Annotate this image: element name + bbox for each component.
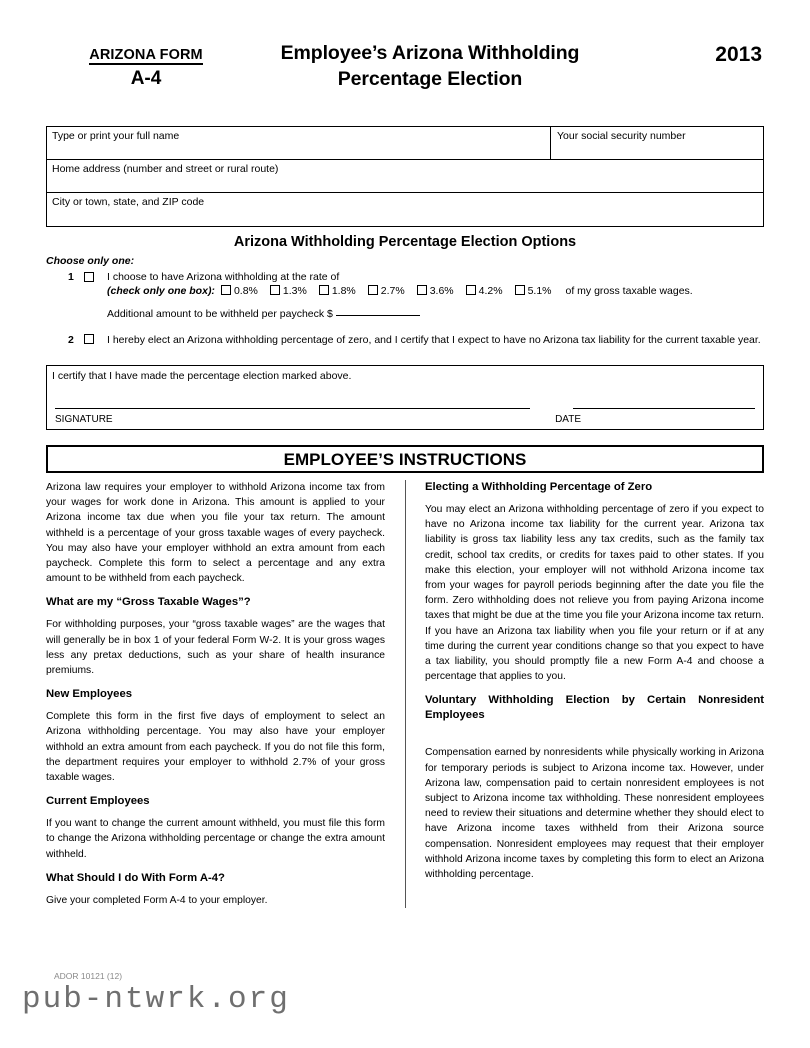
nonresident-heading: Voluntary Withholding Election by Certain Nonresident Employees [425, 694, 764, 722]
taxpayer-identity-block [46, 126, 764, 227]
percentage-checkbox-icon[interactable] [319, 285, 329, 295]
nonresident-paragraph: Compensation earned by nonresidents while physically working in Arizona for temporary periods is subject to Arizona income tax. However, under Arizona law, compensation paid to certain nonresident employees is not subject to Arizona income tax withholding. These nonresident employees need to review their situations and determine whether they should elect to have Arizona income taxes withheld from their Arizona source compensation. Nonresident employees may request that their employer withhold Arizona income taxes by completing this form to elect an Arizona withholding percentage. [425, 747, 764, 881]
percentage-checkbox-icon[interactable] [270, 285, 280, 295]
percentage-label: 4.2% [478, 285, 503, 297]
name-ssn-row [47, 127, 763, 160]
home-address-field[interactable] [47, 160, 763, 192]
check-only-one-box-label: (check only one box): [107, 285, 215, 297]
percentage-checkbox-icon[interactable] [221, 285, 231, 295]
instructions-columns [46, 480, 764, 910]
certification-text: I certify that I have made the percentage election marked above. [52, 370, 352, 382]
percentage-option-6[interactable] [515, 285, 552, 297]
percentage-checkbox-icon[interactable] [368, 285, 378, 295]
signature-input[interactable] [55, 408, 530, 409]
additional-amount-row [107, 305, 420, 320]
election-options-title: Arizona Withholding Percentage Election Options [233, 234, 577, 250]
percentage-checkbox-icon[interactable] [515, 285, 525, 295]
instructions-banner: EMPLOYEE’S INSTRUCTIONS [46, 445, 764, 473]
option-2-text: I hereby elect an Arizona withholding percentage of zero, and I certify that I expect to have no Arizona tax liability for the current taxable year. [107, 334, 761, 346]
page-title-line1: Employee’s Arizona Withholding [280, 42, 580, 64]
certification-block [46, 365, 764, 430]
column-divider [405, 480, 406, 908]
new-employees-paragraph: Complete this form in the first five days of employment to select an Arizona withholding percentage. You may also have your employer withhold an extra amount from each paycheck. If you do not file this form, the department requires your employer to withhold 2.7% of your gross taxable wages. [46, 711, 385, 784]
percentage-label: 1.3% [282, 285, 307, 297]
percentage-option-1[interactable] [270, 285, 307, 297]
what-should-i-do-heading: What Should I do With Form A-4? [46, 871, 225, 884]
city-state-zip-field[interactable] [47, 193, 763, 226]
percentage-option-4[interactable] [417, 285, 454, 297]
additional-amount-input[interactable] [336, 305, 420, 316]
home-address-label: Home address (number and street or rural route) [52, 163, 279, 175]
choose-only-one-label: Choose only one: [46, 255, 135, 267]
gross-taxable-wages-heading: What are my “Gross Taxable Wages”? [46, 596, 251, 609]
percentage-label: 5.1% [527, 285, 552, 297]
percentage-choices-row [107, 285, 693, 297]
zero-percentage-heading: Electing a Withholding Percentage of Zero [425, 481, 653, 493]
percentage-option-0[interactable] [221, 285, 258, 297]
page-title [210, 40, 650, 92]
page-title-line2: Percentage Election [337, 68, 523, 90]
percentage-checkbox-icon[interactable] [466, 285, 476, 295]
zero-percentage-paragraph: You may elect an Arizona withholding percentage of zero if you expect to have no Arizona income tax liability for the current year. Arizona tax liability is gross tax liability less any tax credits, such as the family tax credit, school tax credits, or credits for taxes paid to other states. If you make this election, your employer will not withhold Arizona income tax from your wages for payroll periods beginning after the date you file the form. Zero withholding does not relieve you from paying Arizona income taxes that might be due at the time you file your Arizona income tax return. If you have an Arizona tax liability when you file your return or if at any time during the current year conditions change so that you expect to have a tax liability, you should promptly file a new Form A-4 and choose a percentage that applies to you. [425, 504, 764, 683]
additional-amount-label: Additional amount to be withheld per paycheck $ [107, 308, 333, 320]
what-should-i-do-paragraph: Give your completed Form A-4 to your employer. [46, 894, 268, 906]
city-row [47, 193, 763, 226]
option-1-text: I choose to have Arizona withholding at the rate of [107, 271, 340, 283]
city-state-zip-label: City or town, state, and ZIP code [52, 196, 205, 208]
full-name-field[interactable] [47, 127, 551, 159]
form-header [0, 40, 810, 102]
date-label: DATE [555, 414, 581, 425]
tax-year: 2013 [715, 43, 762, 66]
instructions-right-column [425, 480, 764, 891]
current-employees-paragraph: If you want to change the current amount withheld, you must file this form to change the Arizona withholding percentage or change the extra amount withheld. [46, 818, 385, 860]
percentage-checkbox-icon[interactable] [417, 285, 427, 295]
percentage-label: 0.8% [233, 285, 258, 297]
intro-paragraph: Arizona law requires your employer to withhold Arizona income tax from your wages for work done in Arizona. This amount is applied to your Arizona income tax due when you file your tax return. The amount withheld is a percentage of your gross taxable wages of every paycheck. You may also have your employer withhold an extra amount from each paycheck. Complete this form to select a percentage and any extra amount to be withheld from each paycheck. [46, 482, 385, 585]
current-employees-heading: Current Employees [46, 795, 150, 808]
percentage-label: 3.6% [429, 285, 454, 297]
full-name-label: Type or print your full name [52, 130, 180, 142]
percentage-option-2[interactable] [319, 285, 356, 297]
new-employees-heading: New Employees [46, 688, 133, 701]
ssn-label: Your social security number [557, 130, 686, 142]
percentage-label: 1.8% [331, 285, 356, 297]
date-input[interactable] [573, 408, 755, 409]
form-label: ARIZONA FORM [89, 47, 203, 63]
watermark-text: pub-ntwrk.org [22, 982, 290, 1017]
form-revision-id: ADOR 10121 (12) [54, 971, 123, 981]
signature-label: SIGNATURE [55, 414, 113, 425]
percentage-option-3[interactable] [368, 285, 405, 297]
option-2-number: 2 [68, 334, 74, 346]
percentage-label: 2.7% [380, 285, 405, 297]
gross-taxable-wages-tail: of my gross taxable wages. [565, 285, 693, 297]
form-identifier [56, 46, 236, 90]
address-row [47, 160, 763, 193]
option-2-checkbox[interactable] [84, 334, 94, 344]
option-1-checkbox[interactable] [84, 272, 94, 282]
gross-taxable-wages-paragraph: For withholding purposes, your “gross taxable wages” are the wages that will generally be in box 1 of your federal Form W-2. It is your gross wages less any pretax deductions, such as your share of health insurance premiums. [46, 619, 385, 677]
instructions-left-column [46, 480, 385, 917]
percentage-option-5[interactable] [466, 285, 503, 297]
option-1-number: 1 [68, 271, 74, 283]
form-number: A-4 [130, 68, 162, 89]
ssn-field[interactable] [551, 127, 763, 159]
